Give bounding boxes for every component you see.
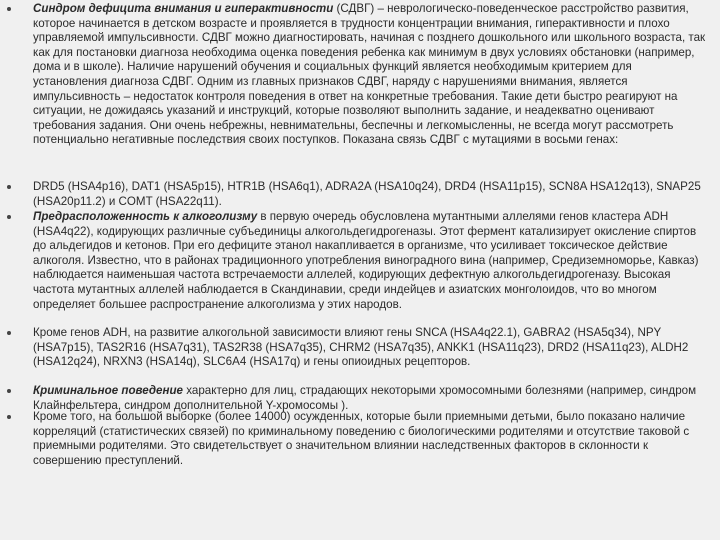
bullet-adhd bbox=[0, 2, 720, 148]
bullet-dot-icon bbox=[7, 389, 11, 393]
bullet-dot-icon bbox=[7, 415, 11, 419]
bullet-dot-icon bbox=[7, 215, 11, 219]
term-adhd: Синдром дефицита внимания и гиперактивности bbox=[33, 2, 334, 15]
text-adoption-study: Кроме того, на большой выборке (более 14000) осужденных, которые были приемными детьми, было показано наличие корреляций (статистических связей) по криминальному поведению с биологическими родителями и отсутствие таковой с приемными родителями. Это свидетельствует о значительном влиянии наследственных факторов в склонности к совершению преступлений. bbox=[33, 410, 690, 467]
text-adhd: (СДВГ) – неврологическо-поведенческое расстройство развития, которое начинается в детском возрасте и проявляется в трудности концентрации внимания, гиперактивности и плохо управляемой импульсивности. СДВГ можно диагностировать, начиная с позднего дошкольного или школьного возраста, так как для постановки диагноза необходима оценка поведения ребенка как минимум в двух условиях обстановки (например, дома и в школе). Наличие нарушений обучения и социальных функций является необходимым критерием для установления диагноза СДВГ. Одним из главных признаков СДВГ, наряду с нарушениями внимания, является импульсивность – недостаток контроля поведения в ответ на конкретные требования. Такие дети быстро реагируют на ситуации, не дожидаясь указаний и инструкций, которые позволяют выполнить задание, и неадекватно оценивают требования задания. Они очень небрежны, невнимательны, беспечны и легкомысленны, не всегда могут рассмотреть потенциально негативные последствия своих поступков. Показана связь СДВГ с мутациями в восьми генах: bbox=[33, 2, 706, 147]
text-adhd-genes: DRD5 (HSA4p16), DAT1 (HSA5p15), HTR1B (HSA6q1), ADRA2A (HSA10q24), DRD4 (HSA11p15), SCN8A HSA12q13), SNAP25 (HSA20p11.2) и COMT (HSA22q11). bbox=[33, 180, 701, 208]
bullet-adoption-study bbox=[0, 410, 720, 468]
bullet-dot-icon bbox=[7, 7, 11, 11]
term-alcoholism: Предрасположенность к алкоголизму bbox=[33, 210, 258, 223]
term-criminal: Криминальное поведение bbox=[33, 384, 184, 397]
bullet-criminal bbox=[0, 384, 720, 413]
text-alcoholism: в первую очередь обусловлена мутантными аллелями генов кластера ADH (HSA4q22), кодирующих различные субъединицы алкогольдегидрогеназы. Этот фермент катализирует окисление спиртов до альдегидов и кетонов. При его дефиците этанол накапливается в организме, что усиливает токсическое действие алкоголя. Известно, что в районах традиционного употребления виноградного вина (например, Средиземноморье, Кавказ) наблюдается наименьшая частота встречаемости аллелей, кодирующих дефектную алкогольдегидрогеназу. Высокая частота мутантных аллелей наблюдается в Скандинавии, среди индейцев и азиатских монголоидов, что во многом определяет большее распространение алкоголизма у этих народов. bbox=[33, 210, 699, 311]
text-alcohol-genes: Кроме генов ADH, на развитие алкогольной зависимости влияют гены SNCA (HSA4q22.1), GABRA2 (HSA5q34), NPY (HSA7p15), TAS2R16 (HSA7q31), TAS2R38 (HSA7q35), CHRM2 (HSA7q35), ANKK1 (HSA11q23), DRD2 (HSA11q23), ALDH2 (HSA12q24), NRXN3 (HSA14q), SLC6A4 (HSA17q) и гены опиоидных рецепторов. bbox=[33, 326, 689, 369]
text-criminal: характерно для лиц, страдающих некоторыми хромосомными болезнями (например, синдром Клайнфельтера, синдром дополнительной Y-хромосомы ). bbox=[33, 384, 697, 412]
bullet-dot-icon bbox=[7, 331, 11, 335]
bullet-adhd-genes bbox=[0, 180, 720, 209]
bullet-alcohol-genes bbox=[0, 326, 720, 370]
bullet-alcoholism bbox=[0, 210, 720, 312]
bullet-dot-icon bbox=[7, 185, 11, 189]
